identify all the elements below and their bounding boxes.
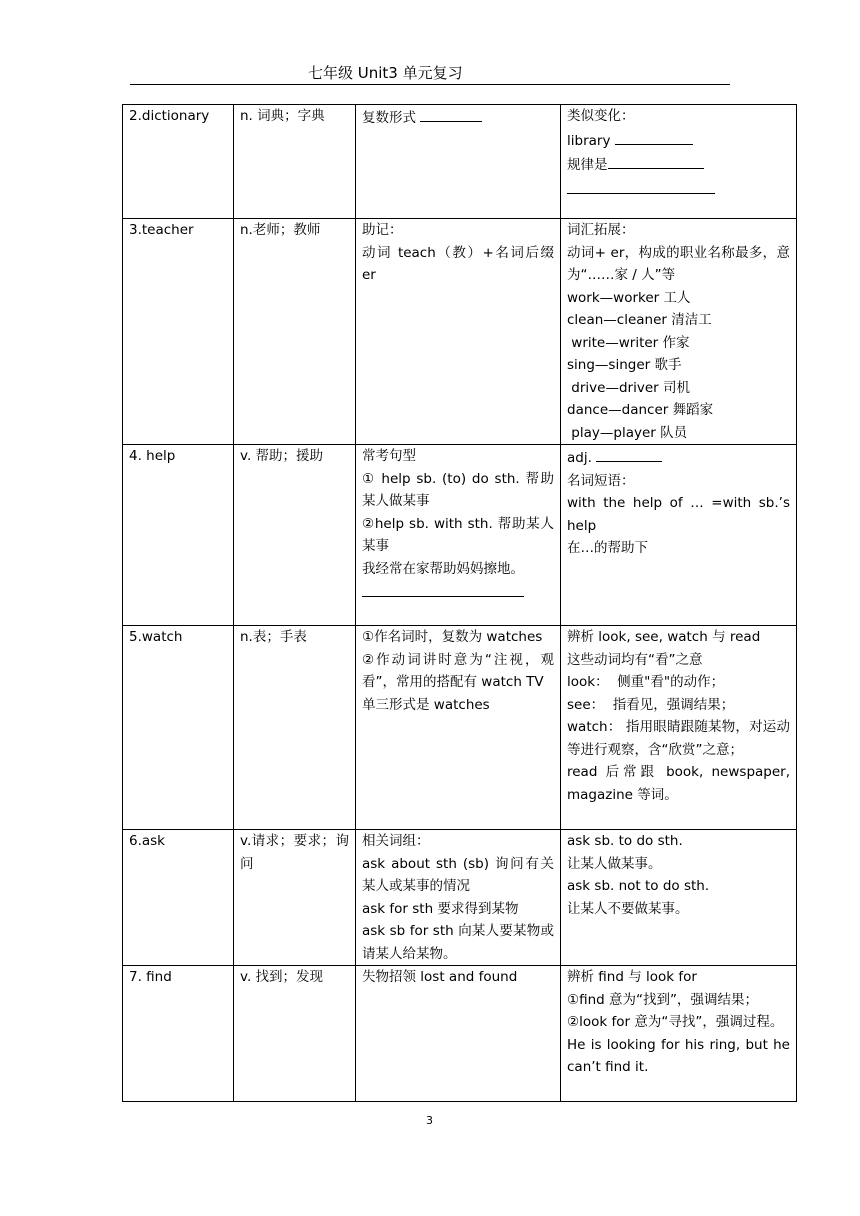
answer-blank[interactable]: [362, 580, 524, 597]
meaning-cell: [234, 219, 356, 445]
meaning-text: v.请求；要求；询问: [240, 833, 349, 872]
extra-line: read 后常跟 book, newspaper, magazine 等词。: [567, 764, 790, 803]
word-text: 2.dictionary: [129, 108, 210, 124]
extra-cell: [561, 445, 797, 626]
extra-line: 规律是: [567, 152, 790, 177]
word-text: 6.ask: [129, 833, 166, 849]
answer-blank[interactable]: [567, 177, 715, 194]
note-line: ① help sb. (to) do sth. 帮助某人做某事: [362, 470, 554, 509]
extra-line: 让某人不要做某事。: [567, 900, 689, 917]
extra-line: ask sb. to do sth.: [567, 833, 683, 849]
word-cell: [123, 966, 234, 1102]
extra-cell: [561, 626, 797, 830]
word-text: 4. help: [129, 448, 176, 464]
word-cell: [123, 445, 234, 626]
page-header-title: 七年级 Unit3 单元复习: [308, 64, 463, 82]
extra-line: 动词+ er，构成的职业名称最多，意为“……家 / 人”等: [567, 244, 790, 283]
extra-cell: [561, 219, 797, 445]
word-cell: [123, 626, 234, 830]
answer-blank[interactable]: [615, 128, 693, 145]
meaning-text: n. 词典；字典: [240, 108, 325, 124]
extra-line: watch： 指用眼睛跟随某物，对运动等进行观察，含“欣赏”之意；: [567, 719, 790, 758]
extra-line: write—writer 作家: [567, 334, 690, 351]
note-cell: [356, 445, 561, 626]
extra-line: He is looking for his ring, but he can’t find it.: [567, 1036, 790, 1075]
word-text: 3.teacher: [129, 222, 194, 238]
word-cell: [123, 219, 234, 445]
meaning-cell: [234, 966, 356, 1102]
extra-line: dance—dancer 舞蹈家: [567, 402, 714, 418]
table-row: [123, 830, 797, 966]
note-line: 相关词组：: [362, 833, 430, 849]
extra-line: work—worker 工人: [567, 289, 691, 306]
meaning-cell: [234, 830, 356, 966]
extra-line: drive—driver 司机: [567, 379, 690, 396]
note-line: 单三形式是 watches: [362, 696, 490, 713]
note-line: 我经常在家帮助妈妈擦地。: [362, 560, 524, 577]
extra-line: ask sb. not to do sth.: [567, 878, 710, 894]
table-row: [123, 966, 797, 1102]
meaning-text: n.老师；教师: [240, 222, 321, 238]
vocabulary-table: [122, 104, 797, 1102]
table-row: [123, 445, 797, 626]
answer-blank[interactable]: [420, 105, 482, 122]
word-text: 7. find: [129, 969, 172, 985]
note-line: 常考句型: [362, 448, 416, 464]
word-cell: [123, 830, 234, 966]
note-cell: [356, 966, 561, 1102]
extra-line: see： 指看见，强调结果；: [567, 696, 735, 713]
note-line: 动词 teach（教）+名词后缀 er: [362, 244, 554, 283]
extra-line: 在…的帮助下: [567, 540, 648, 556]
extra-line: ②look for 意为“寻找”，强调过程。: [567, 1014, 784, 1030]
extra-line: 辨析 look, see, watch 与 read: [567, 629, 761, 645]
meaning-cell: [234, 105, 356, 219]
page-number: 3: [426, 1114, 433, 1127]
meaning-cell: [234, 445, 356, 626]
word-cell: [123, 105, 234, 219]
note-line: ②help sb. with sth. 帮助某人某事: [362, 515, 554, 554]
extra-line: clean—cleaner 清洁工: [567, 312, 712, 328]
answer-blank[interactable]: [608, 152, 704, 169]
answer-blank[interactable]: [596, 445, 662, 462]
note-line: 助记：: [362, 222, 403, 238]
note-line: 失物招领 lost and found: [362, 969, 518, 985]
note-cell: [356, 626, 561, 830]
note-line: ①作名词时，复数为 watches: [362, 629, 543, 645]
meaning-cell: [234, 626, 356, 830]
extra-line: with the help of … =with sb.’s help: [567, 495, 790, 534]
extra-cell: [561, 105, 797, 219]
table-row: [123, 105, 797, 219]
meaning-text: n.表；手表: [240, 629, 307, 645]
note-cell: [356, 105, 561, 219]
header-rule: [130, 84, 730, 85]
extra-line: 词汇拓展：: [567, 222, 635, 238]
meaning-text: v. 找到；发现: [240, 969, 324, 985]
extra-line: 辨析 find 与 look for: [567, 969, 697, 985]
extra-line: library: [567, 128, 790, 153]
extra-line: [567, 177, 790, 202]
note-line: ②作动词讲时意为“注视，观看”，常用的搭配有 watch TV: [362, 651, 554, 690]
meaning-text: v. 帮助；援助: [240, 448, 324, 464]
extra-line: 让某人做某事。: [567, 855, 662, 872]
note-line: [362, 580, 554, 605]
extra-line: ①find 意为“找到”，强调结果；: [567, 991, 759, 1008]
note-line: ask about sth (sb) 询问有关某人或某事的情况: [362, 855, 554, 894]
note-line: 复数形式: [362, 105, 554, 130]
word-text: 5.watch: [129, 629, 183, 645]
extra-line: 这些动词均有“看”之意: [567, 651, 703, 668]
table-row: [123, 219, 797, 445]
note-line: ask for sth 要求得到某物: [362, 900, 519, 917]
extra-cell: [561, 966, 797, 1102]
note-cell: [356, 830, 561, 966]
note-line: ask sb for sth 向某人要某物或请某人给某物。: [362, 923, 554, 962]
extra-line: 名词短语：: [567, 472, 635, 489]
note-cell: [356, 219, 561, 445]
extra-line: look： 侧重"看"的动作；: [567, 674, 725, 690]
extra-line: 类似变化：: [567, 108, 635, 124]
extra-line: play—player 队员: [567, 424, 688, 441]
extra-line: adj.: [567, 445, 790, 470]
extra-line: sing—singer 歌手: [567, 357, 682, 373]
table-row: [123, 626, 797, 830]
extra-cell: [561, 830, 797, 966]
